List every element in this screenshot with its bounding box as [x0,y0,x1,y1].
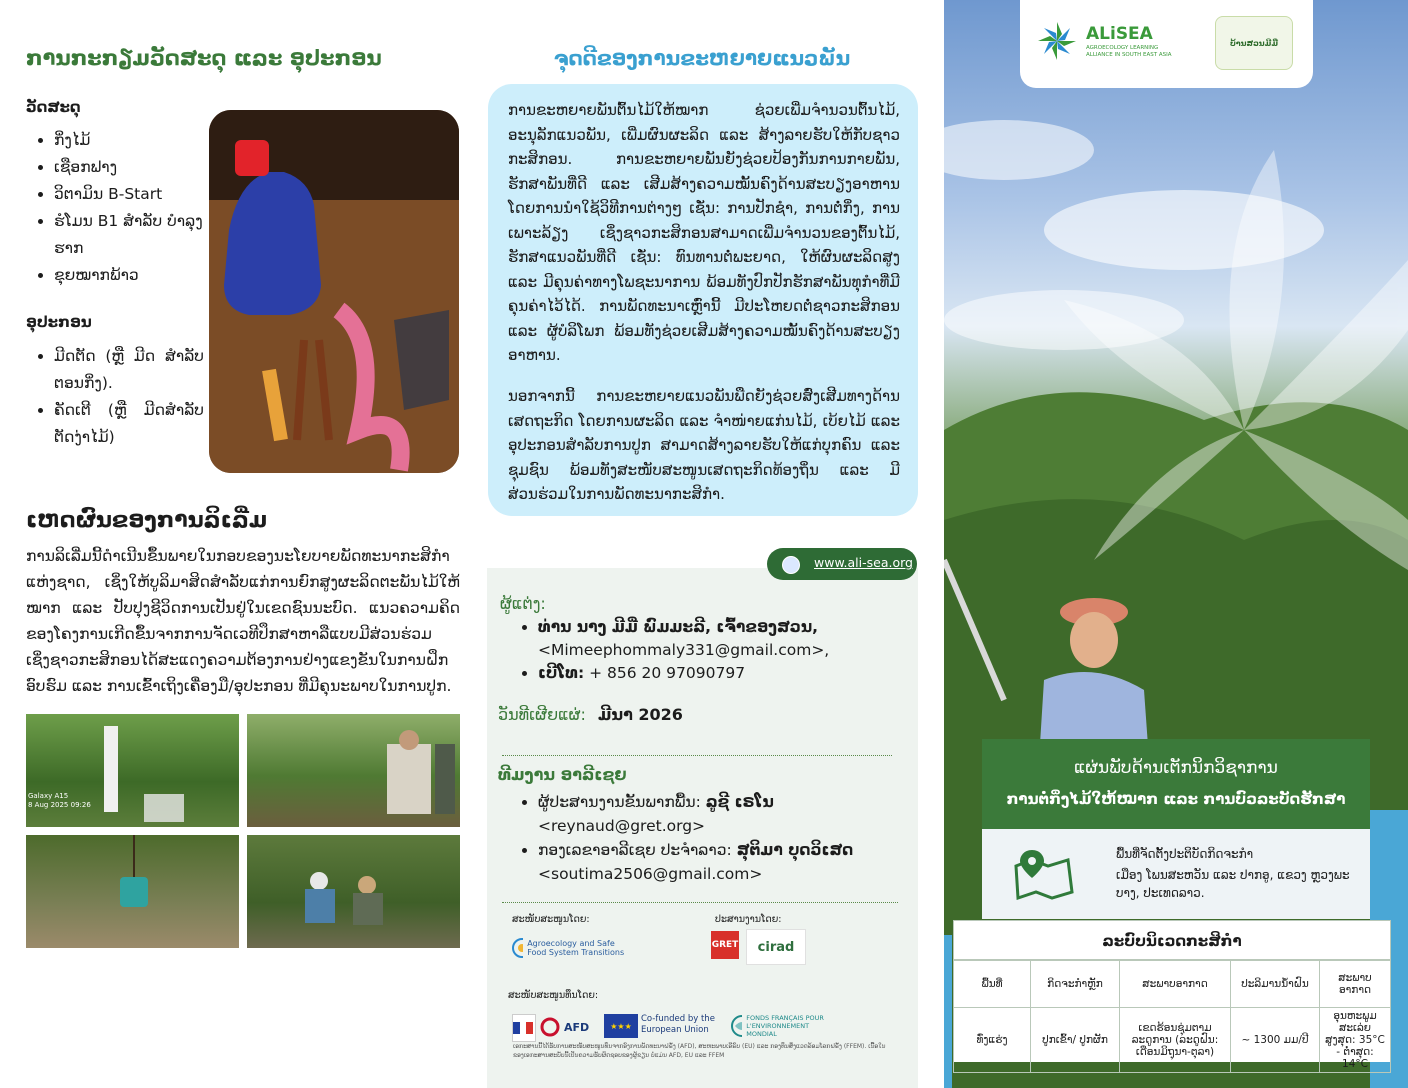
table-cell: ເຂດຮ້ອນຊຸ່ມຕາມລະດູການ (ລະດູຝົນ: ເດືອນມິຖຸນາ-ຕຸລາ) [1120,1008,1231,1073]
list-item: • ມີດຕັດ (ຫຼື ມີດ ສໍາລັບຕອນກິ່ງ). [54,343,204,397]
agroecology-logo-text: Agroecology and Safe Food System Transitions [527,939,625,957]
eu-flag-icon: ★★★ [604,1014,638,1038]
supported-by-label: ສະໜັບສະໜູນໂດຍ: [512,914,590,925]
ffem-text: FONDS FRANÇAIS POUR L'ENVIRONNEMENT MONDIAL [746,1014,824,1038]
team-email[interactable]: <reynaud@gret.org> [538,817,706,835]
cirad-text: cirad [757,939,795,955]
list-item [538,616,918,662]
table-cell: ທົ່ງແຮ່ງ [954,1008,1031,1073]
field-photo-3 [26,835,239,948]
table-header: ພື້ນທີ່ [954,961,1031,1008]
table-header: ປະລິມານນໍ້າຝົນ [1231,961,1320,1008]
list-item: • ເຊືອກຟາງ [54,154,224,181]
document-title: ການຕໍ່ກິ່ງໄມ້ໃຫ້ໝາກ ແລະ ການບົວລະບັດຮັກສາ [1006,790,1346,808]
gret-text: GRET [711,940,739,950]
reason-section-title: ເຫດຜົນຂອງການລິເລີ່ມ [26,508,268,533]
team-name: ສຸຕິມາ ບຸດວິເສດ [736,841,854,859]
document-title-box [982,739,1370,829]
equipment-heading: ອຸປະກອນ [26,313,92,331]
table-cell: ອຸນຫະພູມສະເລ່ຍ ສູງສຸດ: 35°C - ຕໍ່າສຸດ: 14°C [1320,1008,1391,1073]
author-list [520,616,918,685]
farm-table [953,960,1391,1073]
table-header: ສະພາບອາກາດ [1120,961,1231,1008]
team-role: ຜູ້ປະສານງານຂັ້ນພາກພື້ນ: [538,793,701,811]
publication-label: ວັນທີເຜີຍແຜ່: [498,705,586,724]
divider [502,902,898,903]
reason-paragraph: ການລິເລີ່ມນີ້ດໍາເນີນຂຶ້ນພາຍໃນກອບຂອງນະໂຍບາຍພັດທະນາກະສິກໍາແຫ່ງຊາດ, ເຊິ່ງໃຫ້ບູລິມາສິດສໍາລັບແກ່ການຍົກສູງຜະລິດຕະພັນໄມ້ໃຫ້ໝາກ ແລະ ປັບປຸງຊີວິດການເປັນຢູ່ໃນເຂດຊົນນະບົດ. ແນວຄວາມຄິດຂອງໂຄງການເກີດຂຶ້ນຈາກການຈັດເວທີປຶກສາຫາລືແບບມີສ່ວນຮ່ວມ ເຊິ່ງຊາວກະສິກອນໄດ້ສະແດງຄວາມຕ້ອງການຢ່າງແຂງຂັນໃນການຝຶກອົບຮົມ ແລະ ການເຂົ້າເຖິງເຄື່ອງມື/ອຸປະກອນ ທີ່ມີຄຸນະພາບໃນການປູກ. [26,547,460,695]
tools-photo [209,110,459,473]
decorative-bar [944,935,952,1088]
list-item [538,662,918,685]
field-photo-2 [247,714,460,827]
team-name: ລູຊີ ເຣໂນ [705,793,774,811]
map-pin-icon [1012,848,1076,900]
farm-logo: ບ້ານສວນມີມີ່ [1215,16,1293,70]
benefits-box [488,84,918,516]
gret-logo [711,931,739,959]
author-email[interactable]: <Mimeephommaly331@gmail.com>, [538,641,830,659]
website-link[interactable]: www.ali-sea.org [814,555,913,570]
team-email[interactable]: <soutima2506@gmail.com> [538,865,763,883]
list-item [538,838,928,886]
afd-logo [540,1015,596,1039]
list-item: • ຄັດເຕີ (ຫຼື ມີດສໍາລັບ ຕັດງ່າໄມ້) [54,397,204,451]
alisea-subtitle: AGROECOLOGY LEARNING ALLIANCE IN SOUTH EAST ASIA [1086,45,1172,58]
location-label: ພື້ນທີ່ຈັດຕັ້ງປະຕິບັດກິດຈະກໍາ [1116,847,1254,861]
list-item: • ຂຸຍໝາກພ້າວ [54,262,224,289]
field-photo-4 [247,835,460,948]
table-header: ສະພາບອາກາດ [1320,961,1391,1008]
publication-date: ມີນາ 2026 [598,705,683,724]
coordinated-by-label: ປະສານງານໂດຍ: [715,914,782,925]
author-label: ຜູ້ແຕ່ງ: [500,594,546,613]
field-photo-1 [26,714,239,827]
document-type: ແຜ່ນພັບດ້ານເຕັກນິກວິຊາການ [1074,758,1278,778]
alisea-name: ALiSEA [1086,24,1153,44]
equipment-list [36,343,204,451]
list-item: • ຮໍໂມນ B1 ສໍາລັບ ບໍາລຸງຮາກ [54,208,224,262]
table-cell: ~ 1300 ມມ/ປີ [1231,1008,1320,1073]
team-role: ກອງເລຂາອາລີເຊຍ ປະຈໍາລາວ: [538,841,732,859]
eu-text: Co-funded by the European Union [641,1014,715,1035]
disclaimer: ເອກະສານນີ້ໄດ້ຮັບການສະໜັບສະໜູນທຶນຈາກອົງການພັດທະນາຝຣັ່ງ (AFD), ສະຫະພາບເອີຣົບ (EU) ແລະ ກອງທຶນສິ່ງແວດລ້ອມໂລກຝຣັ່ງ (FFEM). ເນື້ອໃນຂອງເອກະສານສະບັບນີ້ເປັນຄວາມຮັບຜິດຊອບຂອງຜູ້ຂຽນ ບໍ່ແມ່ນ AFD, EU ແລະ FFEM [513,1043,886,1059]
farm-table-title: ລະບົບນິເວດກະສິກໍາ [953,920,1391,960]
funded-by-label: ສະໜັບສະໜູນທຶນໂດຍ: [508,990,599,1001]
team-list [520,790,928,886]
list-item [538,790,928,838]
table-header-row [954,961,1391,1008]
author-name: ທ່ານ ນາງ ມີມີ່ ພົມມະລີ, ເຈົ້າຂອງສວນ, [538,618,819,636]
afd-text: AFD [564,1020,590,1034]
alisea-logo-icon [1036,20,1078,62]
list-item: • ວິຕາມິນ B-Start [54,181,224,208]
benefits-paragraph-1: ການຂະຫຍາຍພັນຕົ້ນໄມ້ໃຫ້ໝາກ ຊ່ວຍເພີ່ມຈໍານວນຕົ້ນໄມ້, ອະນຸລັກແນວພັນ, ເພີ່ມຜົນຜະລິດ ແລະ ສ້າງລາຍຮັບໃຫ້ກັບຊາວກະສິກອນ. ການຂະຫຍາຍພັນຍັງຊ່ວຍປ້ອງກັນການກາຍພັນ, ຮັກສາພັນທີ່ດີ ແລະ ເສີມສ້າງຄວາມໝັ້ນຄົງດ້ານສະບຽງອາຫານ ໂດຍການນໍາໃຊ້ວິທີການຕ່າງໆ ເຊັ່ນ: ການປັກຊໍາ, ການຕໍ່ກິ່ງ, ການເພາະລ້ຽງ ເຊິ່ງຊາວກະສິກອນສາມາດເພີ່ມຈໍານວນຂອງຕົ້ນໄມ້, ຮັກສາແນວພັນທີ່ດີ ເຊັ່ນ: ທົນທານຕໍ່ພະຍາດ, ໃຫ້ຜົນຜະລິດສູງ ແລະ ມີຄຸນຄ່າທາງໂພຊະນາການ ພ້ອມທັງປົກປັກຮັກສາພັນທຸກໍາທີ່ມີຄຸນຄ່າໄວ້ໄດ້. ການພັດທະນາເຫຼົ່ານີ້ ມີປະໂຫຍດຕໍ່ຊາວກະສິກອນ ແລະ ຜູ້ບໍລິໂພກ ພ້ອມທັງຊ່ວຍເສີມສ້າງຄວາມໝັ້ນຄົງດ້ານສະບຽງອາຫານ. [508,101,900,364]
materials-list [36,127,224,289]
photo-timestamp: Galaxy A15 8 Aug 2025 09:26 [28,792,91,809]
globe-icon [782,556,800,574]
divider [502,755,892,756]
location-text: ເມືອງ ໂພນສະຫວັນ ແລະ ປາກອູ, ແຂວງ ຫຼວງພະບາງ, ປະເທດລາວ. [1116,868,1350,900]
team-label: ທີມງານ ອາລີເຊຍ [498,765,627,784]
benefits-title: ຈຸດດີຂອງການຂະຫຍາຍແນວພັນ [553,46,851,70]
materials-section-title: ການກະກຽມວັດສະດຸ ແລະ ອຸປະກອນ [26,46,382,70]
phone-label: ເບີໂທ: [538,664,585,682]
table-row [954,1008,1391,1073]
phone-number: + 856 20 97090797 [589,664,746,682]
benefits-paragraph-2: ນອກຈາກນີ້ ການຂະຫຍາຍແນວພັນພືດຍັງຊ່ວຍສົ່ງເສີມທາງດ້ານເສດຖະກິດ ໂດຍການຜະລິດ ແລະ ຈໍາໜ່າຍແກ່ນໄມ້, ເບ້ຍໄມ້ ແລະ ອຸປະກອນສໍາລັບການປູກ ສາມາດສ້າງລາຍຮັບໃຫ້ແກ່ບຸກຄົນ ແລະ ຊຸມຊົນ ພ້ອມທັງສະໜັບສະໜູນເສດຖະກິດທ້ອງຖິ່ນ ແລະ ມີສ່ວນຮ່ວມໃນການພັດທະນາກະສິກໍາ. [508,387,900,503]
cirad-logo [746,929,806,965]
list-item: • ກິ່ງໄມ້ [54,127,224,154]
agroecology-logo [512,934,632,962]
table-cell: ປູກເຂົ້າ/ ປູກຜັກ [1031,1008,1120,1073]
ffem-logo [731,1014,836,1038]
french-republic-logo [512,1014,536,1042]
materials-heading: ວັດສະດຸ [26,98,81,116]
table-header: ກິດຈະກໍາຫຼັກ [1031,961,1120,1008]
